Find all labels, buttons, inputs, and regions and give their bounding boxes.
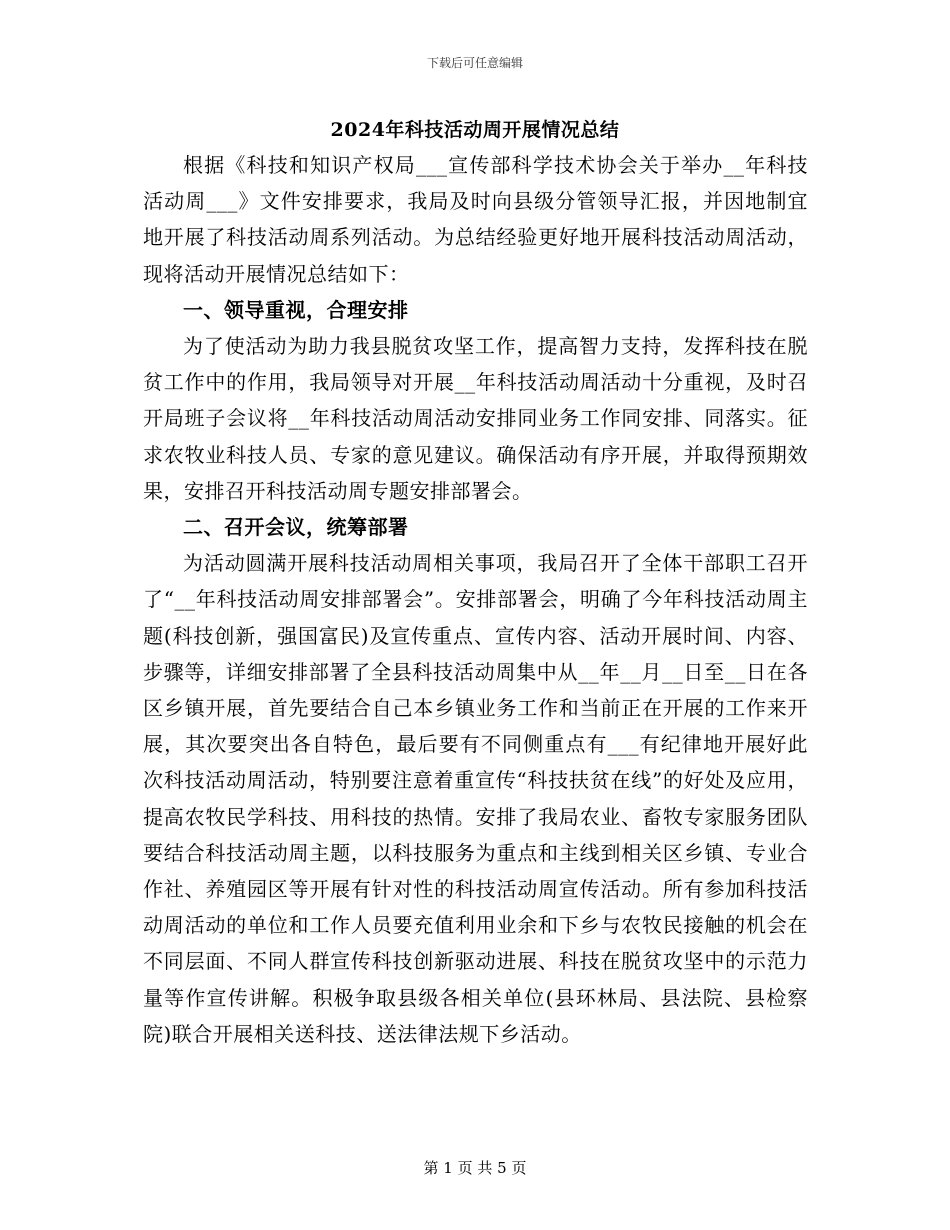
document-title: 2024年科技活动周开展情况总结 [330,119,620,141]
section-paragraph-2: 为活动圆满开展科技活动周相关事项，我局召开了全体干部职工召开了“__年科技活动周安排部署会”。安排部署会，明确了今年科技活动周主题(科技创新，强国富民)及宣传重点、宣传内容、活动开展时间、内容、步骤等，详细安排部署了全县科技活动周集中从__年__月__日至__日在各区乡镇开展，首先要结合自己本乡镇业务工作和当前正在开展的工作来开展，其次要突出各自特色，最后要有不同侧重点有___有纪律地开展好此次科技活动周活动，特别要注意着重宣传“科技扶贫在线”的好处及应用，提高农牧民学科技、用科技的热情。安排了我局农业、畜牧专家服务团队要结合科技活动周主题，以科技服务为重点和主线到相关区乡镇、专业合作社、养殖园区等开展有针对性的科技活动周宣传活动。所有参加科技活动周活动的单位和工作人员要充值利用业余和下乡与农牧民接触的机会在不同层面、不同人群宣传科技创新驱动进展、科技在脱贫攻坚中的示范力量等作宣传讲解。积极争取县级各相关单位(县环林局、县法院、县检察院)联合开展相关送科技、送法律法规下乡活动。 [143,551,808,1046]
intro-paragraph: 根据《科技和知识产权局___宣传部科学技术协会关于举办__年科技活动周___》文件安排要求，我局及时向县级分管领导汇报，并因地制宜地开展了科技活动周系列活动。为总结经验更好地开展科技活动周活动，现将活动开展情况总结如下： [143,153,808,286]
section-heading-2: 二、召开会议，统筹部署 [183,515,409,540]
document-body [143,147,808,1052]
header-note: 下载后可任意编辑 [426,56,523,70]
section-heading-1: 一、领导重视，合理安排 [183,297,409,322]
page-indicator: 第 1 页 共 5 页 [423,1159,527,1177]
section-paragraph-1: 为了使活动为助力我县脱贫攻坚工作，提高智力支持，发挥科技在脱贫工作中的作用，我局领导对开展__年科技活动周活动十分重视，及时召开局班子会议将__年科技活动周活动安排同业务工作同安排、同落实。征求农牧业科技人员、专家的意见建议。确保活动有序开展，并取得预期效果，安排召开科技活动周专题安排部署会。 [143,334,808,503]
